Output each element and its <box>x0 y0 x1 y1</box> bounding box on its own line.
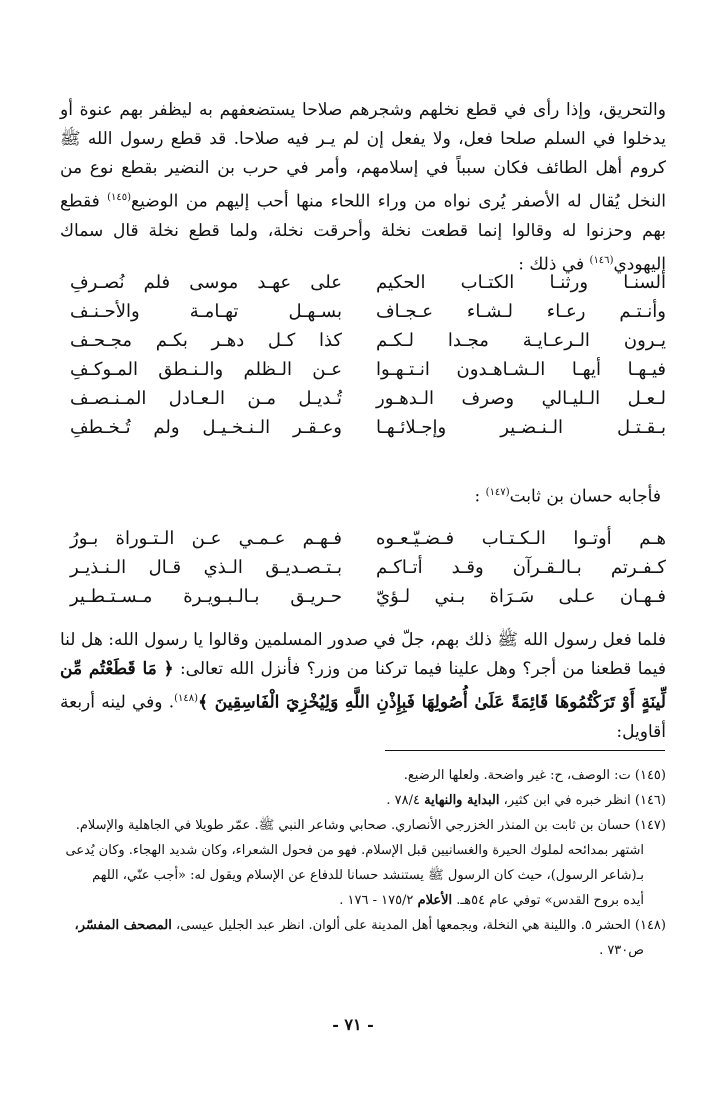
verse-second-hemistich: بسـهـل تهـامـة والأحـنـف <box>70 301 342 322</box>
verse-second-hemistich: وعـقـر الـنـخـيـل ولم تُـخـطفِ <box>70 417 342 438</box>
poem-intro <box>475 478 661 512</box>
footnote-tail: ١٧٥/٢ - ١٧٦ . <box>339 893 418 908</box>
footnote-line: (١٤٧) حسان بن ثابت بن المنذر الخزرجي الأنصاري. صحابي وشاعر النبي ﷺ. عمّر طويلا في الجاهلية والإسلام. <box>75 818 666 833</box>
footnote-line: (١٤٥) ت: الوصف، ح: غير واضحة. ولعلها الرضيع. <box>403 768 666 783</box>
verse-second-hemistich: كذا كـل دهـر بكـم مجـحـف <box>70 330 342 351</box>
footnote-145 <box>50 763 666 788</box>
footnote-148 <box>50 913 666 963</box>
book-title: المصحف المفسّر، <box>74 918 172 933</box>
footnote-ref-146[interactable]: (١٤٦) <box>589 254 614 266</box>
footnote-line: ص٧٣٠ . <box>599 943 644 958</box>
paragraph2-text-b: . وفي لينه أربعة أقاويل: <box>60 692 666 742</box>
verse-first-hemistich: هـم أوتـوا الـكـتـاب فـضـيّـعـوه <box>376 528 666 549</box>
footnote-ref-145[interactable]: (١٤٥) <box>107 192 132 203</box>
footnote-147 <box>50 813 666 913</box>
verse-second-hemistich: حـريـق بـالـبـويـرة مـسـتـطـير <box>70 586 342 607</box>
verse-first-hemistich: كـفـرتم بـالـقـرآن وقـد أتـاكـم <box>376 557 666 578</box>
verse-first-hemistich: وأنـتـم رعـاء لـشـاء عـجـاف <box>376 301 666 322</box>
paragraph-text-a: والتحريق، وإذا رأى في قطع نخلهم وشجرهم صلاحا يستضعفهم به ليظفر بهم عنوة أو يدخلوا في السلم صلحا فعل، ولا يفعل إن لم يـر فيه صلاحا. قد قطع رسول الله ﷺ كروم أهل الطائف فكان سبباً في إسلامهم، وأمر في حرب بن النضير بقطع نوع من النخل يُقال له الأصفر يُرى نواه من وراء اللحاء منها أحب إليهم من الوضيع <box>60 100 667 212</box>
poem-samak <box>54 268 666 442</box>
verse-line <box>54 297 666 326</box>
verse-line <box>54 582 666 611</box>
verse-line <box>54 384 666 413</box>
verse-first-hemistich: بـقـتـل الـنـضـير وإجـلائـهـا <box>376 417 666 438</box>
poem-hassan <box>54 524 666 611</box>
footnote-ref-147[interactable]: (١٤٧) <box>485 487 510 498</box>
verse-first-hemistich: ألسنـا ورثنـا الكتـاب الحكيم <box>376 272 666 293</box>
verse-line <box>54 553 666 582</box>
verse-second-hemistich: عـن الـظلم والـنـطق المـوكـفِ <box>70 359 342 380</box>
paragraph-text-c: في ذلك : <box>518 254 590 275</box>
quran-verse: ﴿ مَا قَطَعْتُم مِّن لِّينَةٍ أَوْ تَرَكْتُمُوهَا قَائِمَةً عَلَىٰ أُصُولِهَا فَبِإِذْنِ اللَّهِ وَلِيُخْزِيَ الْفَاسِقِينَ ﴾ <box>60 659 666 713</box>
verse-line <box>54 326 666 355</box>
book-title: الأعلام <box>417 893 453 908</box>
poem-intro-colon: : <box>474 486 486 507</box>
verse-line <box>54 355 666 384</box>
footnotes <box>50 763 666 963</box>
book-title: البداية والنهاية <box>424 793 500 808</box>
verse-line <box>54 524 666 553</box>
verse-second-hemistich: على عهـد موسى فلم نُصـرفِ <box>70 272 342 293</box>
paragraph-text-b: فقطع بهم وحزنوا له وقالوا إنما قطعت نخلة وأحرقت نخلة، ولما قطع نخلة قال سماك اليهودي <box>60 191 666 275</box>
footnote-line: اشتهر بمدائحه لملوك الحيرة والغسانيين قبل الإسلام. فهو من فحول الشعراء، وكان شديد الهجاء. وكان يُدعى <box>65 843 644 858</box>
verse-line <box>54 268 666 297</box>
verse-line <box>54 413 666 442</box>
footnote-text: (١٤٦) انظر خبره في ابن كثير، <box>499 793 666 808</box>
footnote-146 <box>50 788 666 813</box>
footnote-text: أيده بروح القدس» توفي عام ٥٤هـ. <box>452 893 644 908</box>
verse-first-hemistich: فيـهـا أيهـا الـشـاهـدون انـتـهـوا <box>376 359 666 380</box>
verse-first-hemistich: يـرون الـرعـايـة مجـدا لـكـم <box>376 330 666 351</box>
footnote-ref-148[interactable]: (١٤٨) <box>174 693 199 704</box>
paragraph-main <box>60 96 666 279</box>
paragraph-quran <box>60 626 666 747</box>
page-number: - ٧١ - <box>332 1015 374 1034</box>
verse-second-hemistich: فـهـم عـمـي عـن الـتـوراة بـورُ <box>70 528 342 549</box>
poem-intro-text: فأجابه حسان بن ثابت <box>509 486 661 507</box>
footnote-line <box>50 888 666 913</box>
verse-first-hemistich: لـعـل الـليـالي وصرف الـدهـور <box>376 388 666 409</box>
footnote-tail: ٧٨/٤ . <box>386 793 425 808</box>
footnote-text: (١٤٨) الحشر ٥. واللينة هي النخلة، ويجمعها أهل المدينة على ألوان. انظر عبد الجليل عيسى، <box>171 918 666 933</box>
footnote-divider <box>385 750 665 751</box>
verse-second-hemistich: بـتـصـديـق الـذي قـال الـنـذيـر <box>70 557 342 578</box>
verse-second-hemistich: تُـديـل مـن الـعـادل المـنـصـف <box>70 388 342 409</box>
footnote-line <box>50 788 666 813</box>
footnote-line <box>50 913 666 938</box>
paragraph2-text-a: فلما فعل رسول الله ﷺ ذلك بهم، جلّ في صدور المسلمين وقالوا يا رسول الله: هل لنا فيما قطعنا من أجر؟ وهل علينا فيما تركنا من وزر؟ فأنزل الله تعالى: <box>60 630 667 679</box>
footnote-line: بـ(شاعر الرسول)، حيث كان الرسول ﷺ يستنشد حسانا للدفاع عن الإسلام ويقول له: «أجب عنّي، اللهم <box>92 868 644 883</box>
verse-first-hemistich: فـهـان عـلى سَـرَاة بـني لـؤيّ <box>376 586 666 607</box>
